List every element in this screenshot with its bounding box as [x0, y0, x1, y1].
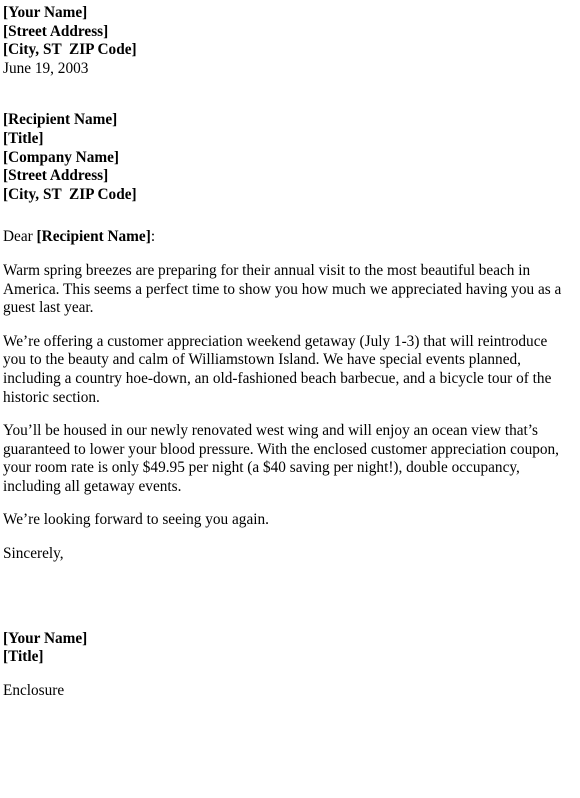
sender-block — [3, 4, 563, 78]
recipient-block — [3, 111, 563, 204]
spacer — [3, 204, 563, 228]
spacer — [3, 496, 563, 511]
spacer — [3, 78, 563, 111]
enclosure-note: Enclosure — [3, 681, 65, 699]
sender-street: [Street Address] — [3, 22, 109, 40]
closing-text: Sincerely, — [3, 545, 64, 563]
spacer — [3, 318, 563, 333]
recipient-city: [City, ST ZIP Code] — [3, 185, 137, 203]
signer-name: [Your Name] — [3, 629, 88, 647]
recipient-company: [Company Name] — [3, 148, 119, 166]
spacer — [3, 407, 563, 422]
recipient-name: [Recipient Name] — [3, 111, 118, 129]
recipient-street: [Street Address] — [3, 167, 109, 185]
salutation-prefix: Dear — [3, 228, 37, 246]
letter-date: June 19, 2003 — [3, 59, 89, 77]
body-paragraph-3: You’ll be housed in our newly renovated west wing and will enjoy an ocean view that’s guaranteed to lower your blood pressure. With the enclosed customer appreciation coupon, your room rate is only $49.95 per night (a $40 saving per night!), double occupancy, including all getaway events. — [3, 422, 559, 495]
spacer — [3, 530, 563, 545]
salutation — [3, 228, 563, 247]
signer-title: [Title] — [3, 648, 44, 666]
salutation-name: [Recipient Name] — [36, 228, 151, 246]
body-paragraph-4: We’re looking forward to seeing you again. — [3, 511, 269, 529]
signature-space — [3, 564, 563, 630]
spacer — [3, 667, 563, 682]
sender-name: [Your Name] — [3, 4, 88, 21]
recipient-title: [Title] — [3, 129, 44, 147]
body-paragraph-1: Warm spring breezes are preparing for their annual visit to the most beautiful beach in America. This seems a perfect time to show you how much we appreciated having you as a guest last year. — [3, 261, 562, 317]
spacer — [3, 247, 563, 262]
sender-city: [City, ST ZIP Code] — [3, 41, 137, 59]
salutation-suffix: : — [150, 228, 156, 246]
body-paragraph-2: We’re offering a customer appreciation weekend getaway (July 1-3) that will reintroduce you to the beauty and calm of Williamstown Island. We have special events planned, including a country hoe-down, an old-fashioned beach barbecue, and a bicycle tour of the historic section. — [3, 332, 552, 406]
letter — [3, 4, 563, 700]
